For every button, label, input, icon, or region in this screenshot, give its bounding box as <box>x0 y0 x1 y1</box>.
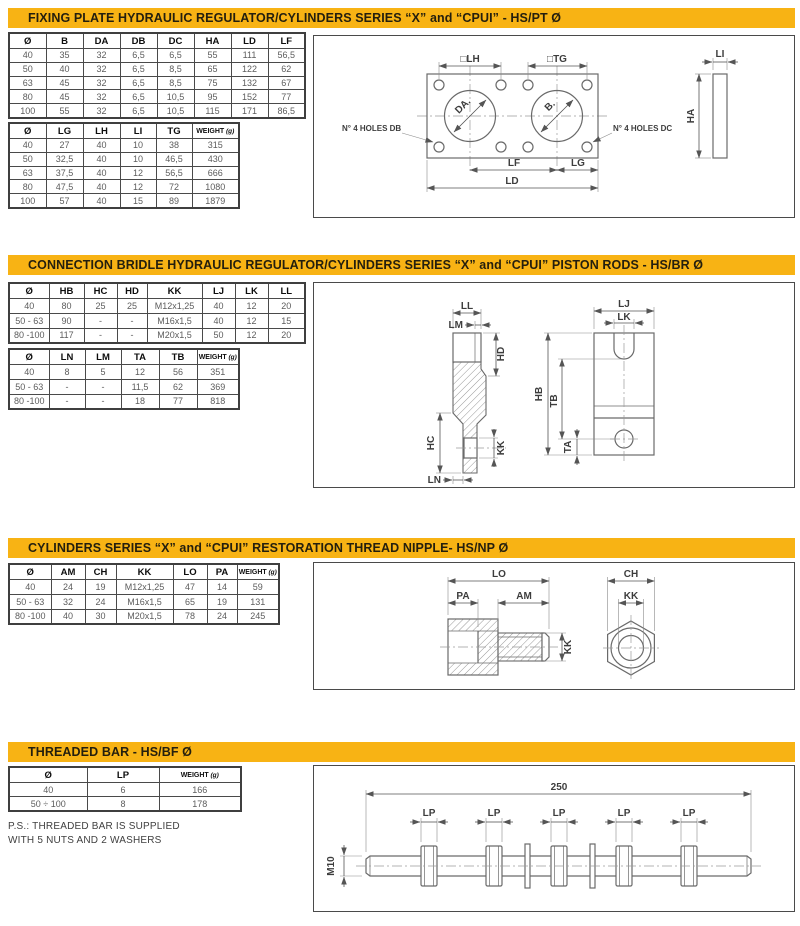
table-cell: - <box>117 313 147 328</box>
table-header-row <box>9 283 305 299</box>
supply-note <box>8 820 180 847</box>
callout-holes-dc: N° 4 HOLES DC <box>613 124 673 133</box>
table-cell: 32 <box>83 104 120 118</box>
table-cell: 32 <box>83 49 120 63</box>
table-cell: 11,5 <box>121 379 159 394</box>
table-cell: 75 <box>194 76 231 90</box>
table-row <box>9 783 241 797</box>
table-row <box>9 139 239 153</box>
column-header: WEIGHT (g) <box>192 123 239 139</box>
callout-holes-db: N° 4 HOLES DB <box>342 124 402 133</box>
table-row <box>9 328 305 343</box>
table-cell: 62 <box>159 379 197 394</box>
table-cell: 351 <box>197 365 239 380</box>
table-cell: 27 <box>46 139 83 153</box>
column-header: LJ <box>202 283 235 299</box>
section-title: FIXING PLATE HYDRAULIC REGULATOR/CYLINDERS SERIES “X” and “CPUI” - HS/PT Ø <box>28 11 562 25</box>
plate-side-view <box>713 74 727 158</box>
table-cell: 5 <box>85 365 121 380</box>
table-cell: 8,5 <box>157 76 194 90</box>
threaded-bar-table <box>8 766 242 812</box>
column-header: Ø <box>9 283 49 299</box>
column-header: B <box>46 33 83 49</box>
table-cell: 38 <box>156 139 192 153</box>
table-cell: 32 <box>51 594 85 609</box>
dim-label-ch: CH <box>623 569 639 580</box>
section-title: THREADED BAR - HS/BF Ø <box>28 745 193 759</box>
column-header: WEIGHT (g) <box>159 767 241 783</box>
table-cell: 8,5 <box>157 62 194 76</box>
column-header: PA <box>207 564 237 580</box>
column-header: WEIGHT (g) <box>237 564 279 580</box>
fixing-plate-dimensions-table <box>8 32 306 119</box>
table-row <box>9 166 239 180</box>
table-cell: 24 <box>85 594 116 609</box>
column-header: LK <box>235 283 268 299</box>
table-cell: 12 <box>120 166 156 180</box>
threaded-bar-svg <box>314 766 793 910</box>
column-header: HA <box>194 33 231 49</box>
table-cell: 32,5 <box>46 152 83 166</box>
column-header: Ø <box>9 767 87 783</box>
table-cell: 57 <box>46 194 83 208</box>
table-cell: 430 <box>192 152 239 166</box>
table-cell: M16x1,5 <box>147 313 202 328</box>
table-cell: 50 <box>9 62 46 76</box>
table-cell: 50 - 63 <box>9 313 49 328</box>
table-cell: 40 <box>9 299 49 314</box>
table-row <box>9 609 279 624</box>
column-header: LH <box>83 123 120 139</box>
table-cell: 14 <box>207 580 237 595</box>
table-cell: 40 <box>51 609 85 624</box>
table-row <box>9 594 279 609</box>
dim-label-ll: LL <box>460 301 474 312</box>
dim-label-hd: HD <box>496 346 507 362</box>
table-cell: - <box>85 394 121 409</box>
table-cell: 46,5 <box>156 152 192 166</box>
table-cell: 122 <box>231 62 268 76</box>
table-cell: 178 <box>159 797 241 812</box>
table-cell: 78 <box>173 609 207 624</box>
table-cell: 12 <box>235 328 268 343</box>
table-cell: 55 <box>46 104 83 118</box>
table-cell: 15 <box>120 194 156 208</box>
table-cell: 24 <box>51 580 85 595</box>
svg-text:LP: LP <box>422 808 436 819</box>
table-cell: 6,5 <box>120 49 157 63</box>
column-header: TA <box>121 349 159 365</box>
table-cell: - <box>84 313 117 328</box>
column-header: LN <box>49 349 85 365</box>
section-title-bar <box>8 8 795 28</box>
column-header: HC <box>84 283 117 299</box>
column-header: LM <box>85 349 121 365</box>
dim-label-li: LI <box>715 49 725 60</box>
column-header: TG <box>156 123 192 139</box>
table-cell: 50 ÷ 100 <box>9 797 87 812</box>
table-cell: 152 <box>231 90 268 104</box>
table-row <box>9 299 305 314</box>
table-cell: M20x1,5 <box>116 609 173 624</box>
table-cell: 6,5 <box>157 49 194 63</box>
bridle-dimensions-table-2 <box>8 348 240 410</box>
column-header: LP <box>87 767 159 783</box>
threaded-bar-drawing <box>313 765 795 912</box>
table-row <box>9 379 239 394</box>
bridle-dimensions-table <box>8 282 306 344</box>
column-header: Ø <box>9 564 51 580</box>
table-cell: 8 <box>87 797 159 812</box>
dim-label-ln: LN <box>427 475 441 486</box>
table-row <box>9 90 305 104</box>
column-header: LO <box>173 564 207 580</box>
table-cell: - <box>49 394 85 409</box>
column-header: LD <box>231 33 268 49</box>
table-cell: 56,5 <box>156 166 192 180</box>
table-cell: 115 <box>194 104 231 118</box>
section-fixing-plate <box>8 8 795 220</box>
dim-label-kk: KK <box>496 440 507 456</box>
table-cell: 6 <box>87 783 159 797</box>
table-cell: 24 <box>207 609 237 624</box>
table-cell: 65 <box>194 62 231 76</box>
table-cell: 10 <box>120 152 156 166</box>
table-cell: 40 <box>83 152 120 166</box>
table-cell: 67 <box>268 76 305 90</box>
table-cell: 25 <box>117 299 147 314</box>
column-header: HD <box>117 283 147 299</box>
table-cell: 25 <box>84 299 117 314</box>
dim-label-hc: HC <box>426 435 437 451</box>
fixing-plate-svg <box>314 36 793 216</box>
section-thread-nipple <box>8 538 795 693</box>
table-cell: 19 <box>207 594 237 609</box>
section-title-bar <box>8 255 795 275</box>
dim-label-hb: HB <box>534 386 545 402</box>
dim-label-ld: LD <box>505 176 519 187</box>
table-cell: 56 <box>159 365 197 380</box>
svg-text:LP: LP <box>617 808 631 819</box>
section-title: CYLINDERS SERIES “X” and “CPUI” RESTORATION THREAD NIPPLE- HS/NP Ø <box>28 541 509 555</box>
table-cell: 6,5 <box>120 62 157 76</box>
table-cell: 89 <box>156 194 192 208</box>
table-cell: 12 <box>235 313 268 328</box>
table-cell: 40 <box>9 783 87 797</box>
table-cell: 818 <box>197 394 239 409</box>
table-cell: 40 <box>9 365 49 380</box>
dim-lp <box>670 808 708 842</box>
table-row <box>9 76 305 90</box>
nipple-dimensions-table <box>8 563 280 625</box>
table-row <box>9 62 305 76</box>
table-cell: - <box>85 379 121 394</box>
table-cell: 40 <box>202 299 235 314</box>
table-row <box>9 180 239 194</box>
dim-label-m10: M10 <box>326 856 337 876</box>
table-cell: 6,5 <box>120 104 157 118</box>
table-row <box>9 194 239 208</box>
dim-label-250: 250 <box>550 782 568 793</box>
table-cell: 95 <box>194 90 231 104</box>
svg-text:LP: LP <box>487 808 501 819</box>
table-cell: 100 <box>9 104 46 118</box>
table-header-row <box>9 349 239 365</box>
table-cell: 666 <box>192 166 239 180</box>
table-cell: 6,5 <box>120 76 157 90</box>
column-header: DB <box>120 33 157 49</box>
table-cell: 15 <box>268 313 305 328</box>
dim-label-lj: LJ <box>618 299 630 310</box>
table-cell: 77 <box>159 394 197 409</box>
dim-label-lg: LG <box>571 158 585 169</box>
table-cell: 55 <box>194 49 231 63</box>
table-cell: 40 <box>83 139 120 153</box>
table-cell: 77 <box>268 90 305 104</box>
table-cell: 10 <box>120 139 156 153</box>
note-line-2: WITH 5 NUTS AND 2 WASHERS <box>8 834 162 846</box>
table-cell: M20x1,5 <box>147 328 202 343</box>
table-cell: 32 <box>83 76 120 90</box>
table-header-row <box>9 33 305 49</box>
table-row <box>9 580 279 595</box>
table-cell: 65 <box>173 594 207 609</box>
table-cell: 63 <box>9 76 46 90</box>
column-header: TB <box>159 349 197 365</box>
table-cell: 171 <box>231 104 268 118</box>
table-cell: 6,5 <box>120 90 157 104</box>
table-cell: - <box>49 379 85 394</box>
table-cell: 63 <box>9 166 46 180</box>
column-header: AM <box>51 564 85 580</box>
table-cell: 8 <box>49 365 85 380</box>
table-cell: 50 - 63 <box>9 594 51 609</box>
column-header: LG <box>46 123 83 139</box>
column-header: LF <box>268 33 305 49</box>
table-cell: 40 <box>9 49 46 63</box>
dim-label-kk-front: KK <box>623 591 639 602</box>
dim-lp <box>475 808 513 842</box>
dim-label-kk-side: KK <box>563 639 574 655</box>
table-cell: M12x1,25 <box>116 580 173 595</box>
dim-label-tb: TB <box>549 394 560 408</box>
table-cell: 369 <box>197 379 239 394</box>
table-cell: 132 <box>231 76 268 90</box>
table-cell: 32 <box>83 62 120 76</box>
table-cell: - <box>84 328 117 343</box>
table-cell: 18 <box>121 394 159 409</box>
column-header: LI <box>120 123 156 139</box>
bridle-svg <box>314 283 793 486</box>
table-cell: 131 <box>237 594 279 609</box>
table-cell: 30 <box>85 609 116 624</box>
table-cell: 50 <box>202 328 235 343</box>
table-header-row <box>9 564 279 580</box>
dim-label-lf: LF <box>507 158 521 169</box>
table-cell: 45 <box>46 76 83 90</box>
table-cell: 315 <box>192 139 239 153</box>
table-cell: 1879 <box>192 194 239 208</box>
table-cell: 47,5 <box>46 180 83 194</box>
column-header: KK <box>116 564 173 580</box>
bridle-drawing <box>313 282 795 488</box>
table-cell: 32 <box>83 90 120 104</box>
table-cell: 35 <box>46 49 83 63</box>
table-cell: 40 <box>9 580 51 595</box>
table-cell: 10,5 <box>157 90 194 104</box>
column-header: HB <box>49 283 84 299</box>
table-row <box>9 313 305 328</box>
dim-lp <box>540 808 578 842</box>
table-cell: 12 <box>121 365 159 380</box>
dim-label-tg: □TG <box>547 54 567 65</box>
fixing-plate-dimensions-table-2 <box>8 122 240 209</box>
dim-lp <box>410 808 448 842</box>
table-cell: 86,5 <box>268 104 305 118</box>
table-cell: 80 -100 <box>9 609 51 624</box>
table-cell: 45 <box>46 90 83 104</box>
table-cell: 80 <box>9 90 46 104</box>
table-header-row <box>9 767 241 783</box>
table-cell: 20 <box>268 328 305 343</box>
table-cell: M16x1,5 <box>116 594 173 609</box>
table-cell: 90 <box>49 313 84 328</box>
nipple-svg <box>314 563 793 688</box>
table-cell: 12 <box>120 180 156 194</box>
table-cell: 50 - 63 <box>9 379 49 394</box>
dim-label-da: DA. <box>453 96 474 117</box>
table-row <box>9 152 239 166</box>
table-cell: 111 <box>231 49 268 63</box>
section-threaded-bar <box>8 742 795 914</box>
table-cell: 20 <box>268 299 305 314</box>
section-title-bar <box>8 742 795 762</box>
column-header: Ø <box>9 349 49 365</box>
table-cell: 166 <box>159 783 241 797</box>
dim-label-pa: PA <box>456 591 470 602</box>
table-cell: M12x1,25 <box>147 299 202 314</box>
table-cell: 56,5 <box>268 49 305 63</box>
dim-label-ha: HA <box>686 108 697 124</box>
table-cell: 80 <box>49 299 84 314</box>
table-cell: 80 -100 <box>9 328 49 343</box>
table-cell: 19 <box>85 580 116 595</box>
table-cell: 80 <box>9 180 46 194</box>
column-header: LL <box>268 283 305 299</box>
table-cell: 100 <box>9 194 46 208</box>
dim-label-am: AM <box>516 591 532 602</box>
dim-label-lk: LK <box>617 312 631 323</box>
table-cell: 80 -100 <box>9 394 49 409</box>
dim-lp <box>605 808 643 842</box>
table-row <box>9 104 305 118</box>
table-cell: 40 <box>202 313 235 328</box>
svg-text:LP: LP <box>552 808 566 819</box>
table-row <box>9 365 239 380</box>
section-title-bar <box>8 538 795 558</box>
table-cell: 40 <box>9 139 46 153</box>
table-cell: 1080 <box>192 180 239 194</box>
table-cell: 40 <box>83 180 120 194</box>
table-cell: 12 <box>235 299 268 314</box>
table-row <box>9 49 305 63</box>
column-header: DA <box>83 33 120 49</box>
table-row <box>9 797 241 812</box>
table-cell: 72 <box>156 180 192 194</box>
dim-label-lo: LO <box>492 569 506 580</box>
note-line-1: P.S.: THREADED BAR IS SUPPLIED <box>8 821 180 832</box>
dim-label-b: B. <box>542 98 558 114</box>
table-cell: 40 <box>83 166 120 180</box>
table-cell: 117 <box>49 328 84 343</box>
column-header: DC <box>157 33 194 49</box>
table-cell: 59 <box>237 580 279 595</box>
table-cell: 245 <box>237 609 279 624</box>
dim-label-lm: LM <box>448 320 463 331</box>
column-header: CH <box>85 564 116 580</box>
table-cell: 37,5 <box>46 166 83 180</box>
column-header: Ø <box>9 123 46 139</box>
svg-text:LP: LP <box>682 808 696 819</box>
table-header-row <box>9 123 239 139</box>
fixing-plate-drawing <box>313 35 795 218</box>
table-cell: 10,5 <box>157 104 194 118</box>
table-cell: 62 <box>268 62 305 76</box>
nipple-drawing <box>313 562 795 690</box>
column-header: KK <box>147 283 202 299</box>
table-cell: - <box>117 328 147 343</box>
column-header: WEIGHT (g) <box>197 349 239 365</box>
table-cell: 40 <box>83 194 120 208</box>
table-row <box>9 394 239 409</box>
dim-label-lh: □LH <box>460 54 480 65</box>
table-cell: 50 <box>9 152 46 166</box>
section-connection-bridle <box>8 255 795 490</box>
table-cell: 47 <box>173 580 207 595</box>
section-title: CONNECTION BRIDLE HYDRAULIC REGULATOR/CYLINDERS SERIES “X” and “CPUI” PISTON RODS - HS/BR Ø <box>28 258 704 272</box>
dim-label-ta: TA <box>563 440 574 454</box>
column-header: Ø <box>9 33 46 49</box>
table-cell: 40 <box>46 62 83 76</box>
